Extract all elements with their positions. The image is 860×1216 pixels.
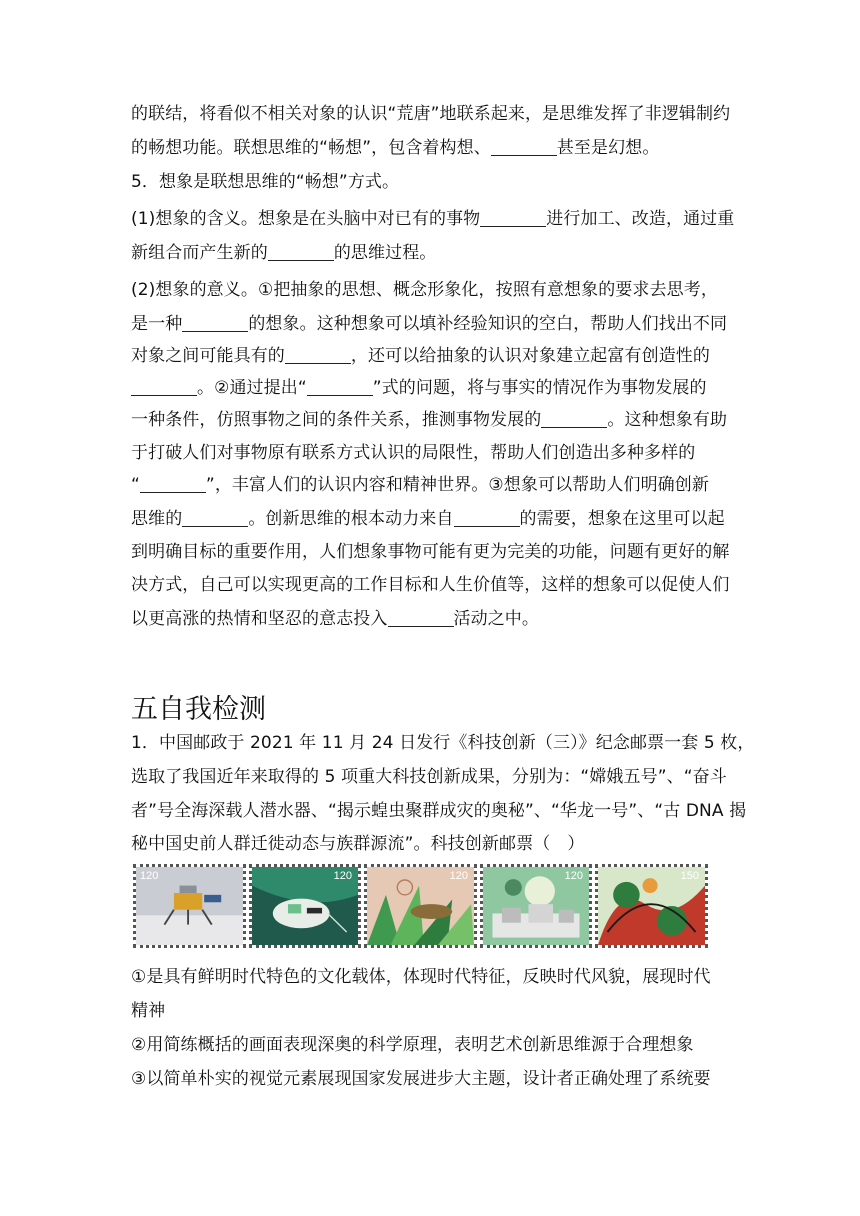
fill-blank	[140, 474, 206, 493]
option-3: ③以简单朴实的视觉元素展现国家发展进步大主题，设计者正确处理了系统要	[131, 1069, 711, 1089]
question-1-line-3: 者”号全海深载人潜水器、“揭示蝗虫聚群成灾的奥秘”、“华龙一号”、“古 DNA 揭	[131, 801, 747, 821]
stamp-value: 120	[140, 870, 159, 882]
item-5-p2-line-11: 以更高涨的热情和坚忍的意志投入 活动之中。	[131, 609, 539, 629]
option-2: ②用简练概括的画面表现深奥的科学原理，表明艺术创新思维源于合理想象	[131, 1035, 694, 1055]
fill-blank	[182, 508, 248, 527]
stamp-dna	[595, 864, 708, 948]
stamp-value: 120	[449, 870, 468, 882]
item-5-p1-line-2: 新组合而产生新的 的思维过程。	[131, 243, 437, 263]
item-5-p2-line-9: 到明确目标的重要作用，人们想象事物可能有更为完美的功能，问题有更好的解	[131, 542, 730, 562]
intro-line-1: 的联结，将看似不相关对象的认识“荒唐”地联系起来，是思维发挥了非逻辑制约	[131, 104, 731, 124]
item-5-p2-line-7: “ ”，丰富人们的认识内容和精神世界。③想象可以帮助人们明确创新	[131, 475, 709, 495]
fill-blank	[285, 345, 351, 364]
item-5-p2-line-5: 一种条件，仿照事物之间的条件关系，推测事物发展的 。这种想象有助	[131, 410, 728, 430]
fill-blank	[491, 137, 557, 156]
stamp-locust	[364, 864, 477, 948]
item-5-p2-line-10: 决方式，自己可以实现更高的工作目标和人生价值等，这样的想象可以促使人们	[131, 575, 730, 595]
intro-line-2: 的畅想功能。联想思维的“畅想”，包含着构想、 甚至是幻想。	[131, 138, 660, 158]
option-1-line-2: 精神	[131, 1001, 166, 1021]
fill-blank	[480, 208, 546, 227]
stamp-lunar-lander	[133, 864, 246, 948]
stamp-value: 150	[680, 870, 699, 882]
item-5-p2-line-1: (2)想象的意义。①把抽象的思想、概念形象化，按照有意想象的要求去思考，	[131, 280, 718, 300]
item-5-p2-line-6: 于打破人们对事物原有联系方式认识的局限性，帮助人们创造出多种多样的	[131, 443, 696, 463]
question-1-line-1: 1．中国邮政于 2021 年 11 月 24 日发行《科技创新（三）》纪念邮票一套 5 枚，	[131, 733, 755, 753]
option-1-line-1: ①是具有鲜明时代特色的文化载体，体现时代特征，反映时代风貌，展现时代	[131, 967, 711, 987]
item-5-p1-line-1: (1)想象的含义。想象是在头脑中对已有的事物 进行加工、改造，通过重	[131, 209, 735, 229]
fill-blank	[182, 313, 248, 332]
fill-blank	[454, 508, 520, 527]
stamp-value: 120	[333, 870, 352, 882]
stamp-value: 120	[564, 870, 583, 882]
fill-blank	[307, 377, 373, 396]
section-heading: 五自我检测	[131, 694, 266, 725]
item-5-p2-line-8: 思维的 。创新思维的根本动力来自 的需要，想象在这里可以起	[131, 509, 725, 529]
item-5-p2-line-2: 是一种 的想象。这种想象可以填补经验知识的空白，帮助人们找出不同	[131, 314, 728, 334]
fill-blank	[131, 377, 197, 396]
item-5-p2-line-4: 。②通过提出“ ”式的问题，将与事实的情况作为事物发展的	[131, 371, 731, 405]
fill-blank	[268, 242, 334, 261]
stamp-submersible	[249, 864, 361, 948]
question-1-line-4: 秘中国史前人群迁徙动态与族群源流”。科技创新邮票（ ）	[131, 834, 585, 854]
stamp-nuclear-plant	[480, 864, 592, 948]
question-1-line-2: 选取了我国近年来取得的 5 项重大科技创新成果，分别为：“嫦娥五号”、“奋斗	[131, 767, 727, 787]
item-5-title: 5．想象是联想思维的“畅想”方式。	[131, 172, 400, 192]
fill-blank	[541, 409, 607, 428]
stamp-set-image	[133, 862, 708, 950]
item-5-p2-line-3: 对象之间可能具有的 ，还可以给抽象的认识对象建立起富有创造性的	[131, 346, 711, 366]
fill-blank	[388, 608, 454, 627]
